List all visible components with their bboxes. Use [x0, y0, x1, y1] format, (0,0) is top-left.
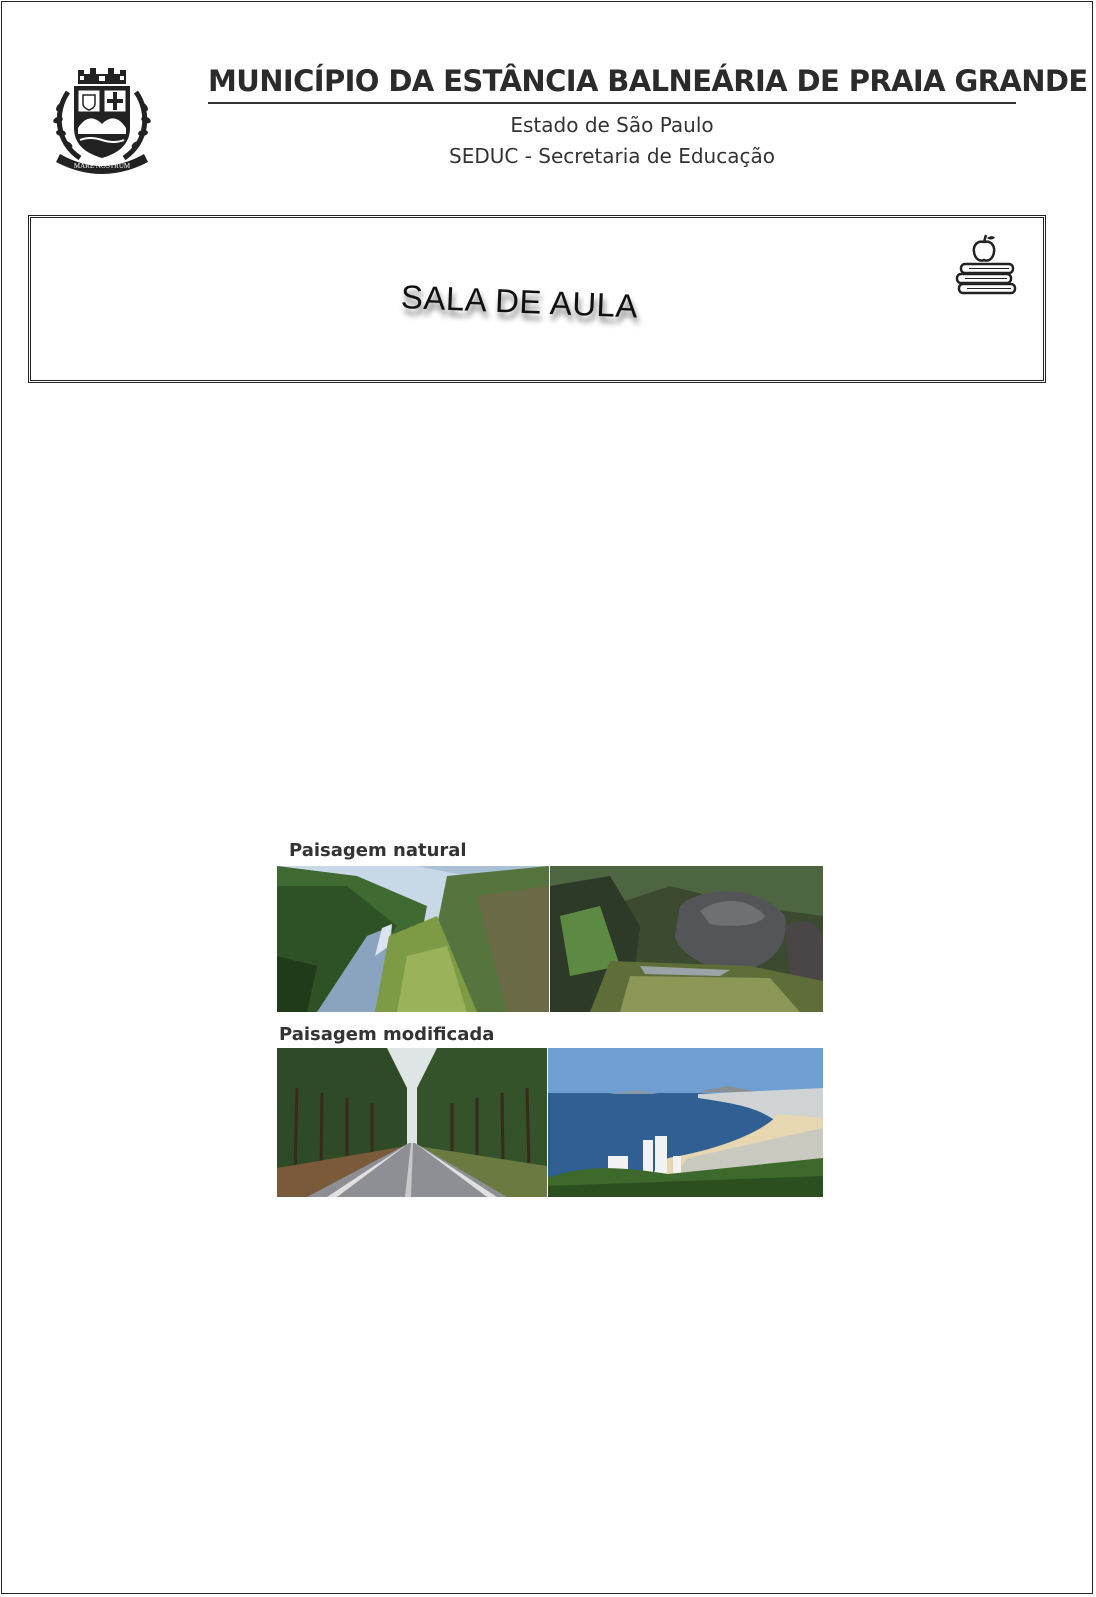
- books-with-apple-icon: [949, 232, 1019, 302]
- modified-landscape-label: Paisagem modificada: [279, 1024, 495, 1045]
- page-title: MUNICÍPIO DA ESTÂNCIA BALNEÁRIA DE PRAIA GRANDE: [208, 64, 1016, 104]
- natural-landscape-label: Paisagem natural: [289, 840, 467, 861]
- state-subtitle: Estado de São Paulo: [510, 113, 714, 137]
- classroom-title: SALA DE AULA: [400, 278, 639, 325]
- forest-road-photo: [277, 1048, 547, 1197]
- title-box: [28, 215, 1046, 383]
- valley-river-photo: [277, 866, 549, 1012]
- coastal-city-photo: [548, 1048, 823, 1197]
- department-subtitle: SEDUC - Secretaria de Educação: [449, 144, 775, 168]
- landscape-figure: [277, 822, 823, 1197]
- rocky-stream-photo: [550, 866, 823, 1012]
- crest-motto: MARE NOSTRUM: [73, 162, 131, 170]
- coat-of-arms-icon: [50, 62, 154, 174]
